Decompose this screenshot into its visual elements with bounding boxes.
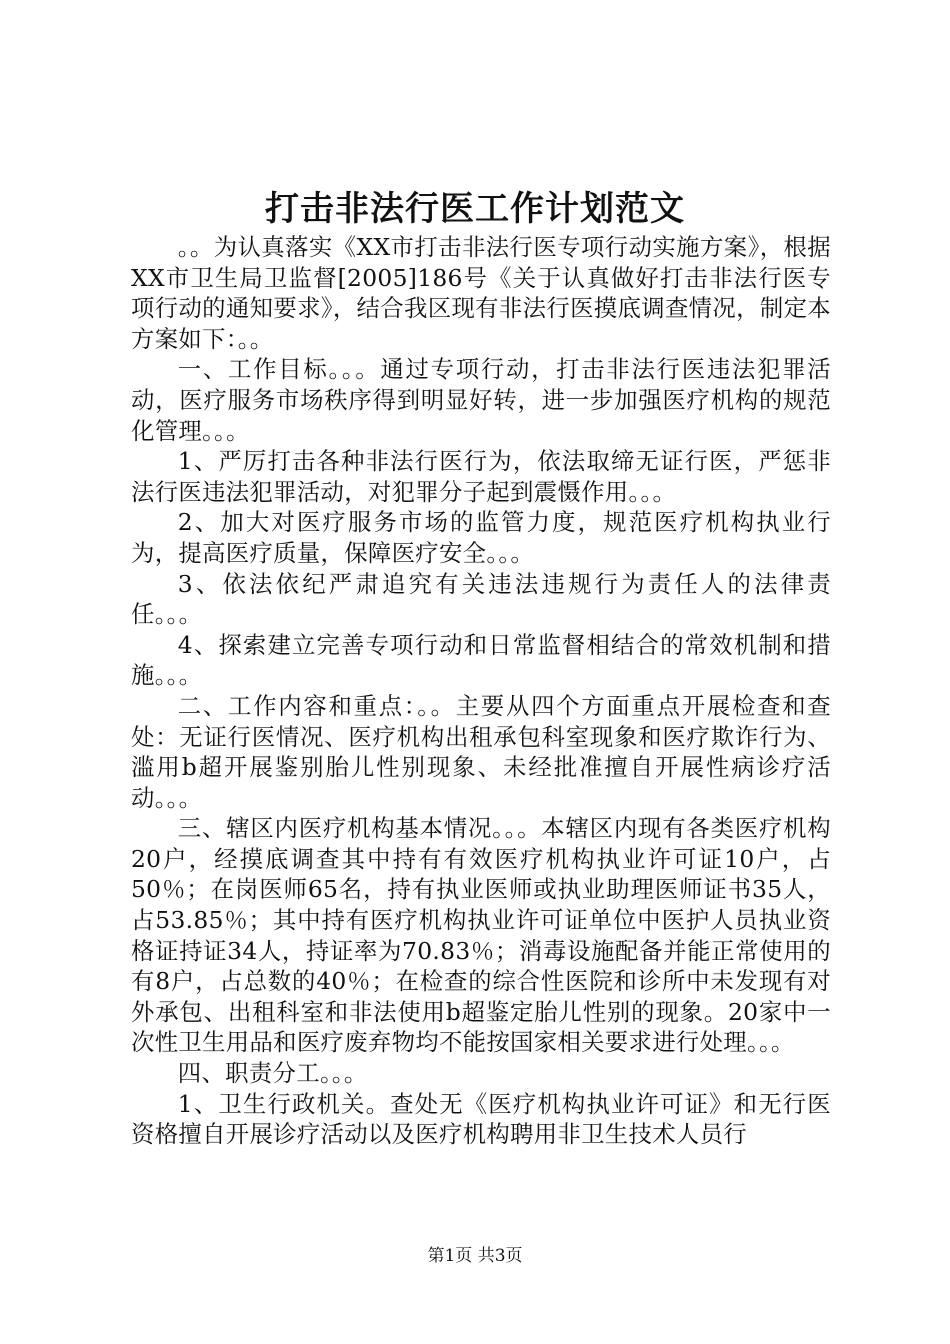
page-footer: 第1页 共3页 [427, 1246, 523, 1266]
paragraph-content: 二、工作内容和重点：。。主要从四个方面重点开展检查和查处：无证行医情况、医疗机构出租承包科室现象和医疗欺诈行为、滥用b超开展鉴别胎儿性别现象、未经批准擅自开展性病诊疗活动。。。 [131, 691, 831, 812]
paragraph-goal-2: 2、加大对医疗服务市场的监管力度，规范医疗机构执业行为，提高医疗质量，保障医疗安全。。。 [131, 508, 831, 567]
paragraph-duties: 四、职责分工。。。 [177, 1059, 368, 1088]
paragraph-goal-3: 3、依法依纪严肃追究有关违法违规行为责任人的法律责任。。。 [131, 569, 831, 629]
paragraph-goals: 一、工作目标。。。通过专项行动，打击非法行医违法犯罪活动，医疗服务市场秩序得到明显好转，进一步加强医疗机构的规范化管理。。。 [131, 355, 831, 445]
paragraph-intro: 。。为认真落实《XX市打击非法行医专项行动实施方案》，根据XX市卫生局卫监督[2005]186号《关于认真做好打击非法行医专项行动的通知要求》，结合我区现有非法行医摸底调查情况，制定本方案如下：。。 [131, 233, 831, 353]
paragraph-goal-1: 1、严厉打击各种非法行医行为，依法取缔无证行医，严惩非法行医违法犯罪活动，对犯罪分子起到震慑作用。。。 [131, 447, 831, 506]
paragraph-duty-1: 1、卫生行政机关。查处无《医疗机构执业许可证》和无行医资格擅自开展诊疗活动以及医疗机构聘用非卫生技术人员行 [131, 1089, 831, 1149]
document-body [131, 232, 831, 1150]
paragraph-goal-4: 4、探索建立完善专项行动和日常监督相结合的常效机制和措施。。。 [131, 630, 831, 690]
paragraph-situation: 三、辖区内医疗机构基本情况。。。本辖区内现有各类医疗机构20户，经摸底调查其中持有有效医疗机构执业许可证10户，占50％；在岗医师65名，持有执业医师或执业助理医师证书35人，占53.85％；其中持有医疗机构执业许可证单位中医护人员执业资格证持证34人，持证率为70.83％；消毒设施配备并能正常使用的有8户，占总数的40％；在检查的综合性医院和诊所中未发现有对外承包、出租科室和非法使用b超鉴定胎儿性别的现象。20家中一次性卫生用品和医疗废弃物均不能按国家相关要求进行处理。。。 [131, 814, 831, 1057]
document-title: 打击非法行医工作计划范文 [265, 189, 685, 229]
